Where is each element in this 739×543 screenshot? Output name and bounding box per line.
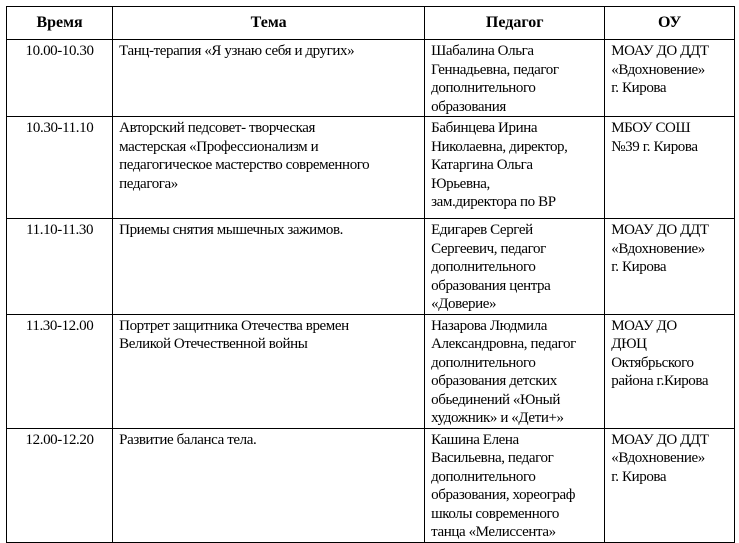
table-row	[7, 117, 735, 219]
cell-time: 10.00-10.30	[7, 40, 113, 117]
cell-teacher: Бабинцева Ирина Николаевна, директор, Катаргина Ольга Юрьевна, зам.директора по ВР	[425, 117, 605, 219]
header-topic: Тема	[113, 7, 425, 40]
cell-topic: Развитие баланса тела.	[113, 428, 425, 542]
cell-time: 10.30-11.10	[7, 117, 113, 219]
cell-topic: Портрет защитника Отечества времен Великой Отечественной войны	[113, 314, 425, 428]
cell-org: МОАУ ДО ДЮЦ Октябрьского района г.Кирова	[605, 314, 735, 428]
table-row	[7, 314, 735, 428]
cell-topic: Приемы снятия мышечных зажимов.	[113, 219, 425, 315]
table-row	[7, 219, 735, 315]
cell-org: МОАУ ДО ДДТ «Вдохновение» г. Кирова	[605, 40, 735, 117]
header-teacher: Педагог	[425, 7, 605, 40]
cell-teacher: Шабалина Ольга Геннадьевна, педагог дополнительного образования	[425, 40, 605, 117]
cell-time: 12.00-12.20	[7, 428, 113, 542]
table-row	[7, 40, 735, 117]
cell-teacher: Кашина Елена Васильевна, педагог дополнительного образования, хореограф школы современного танца «Мелиссента»	[425, 428, 605, 542]
header-time: Время	[7, 7, 113, 40]
header-row	[7, 7, 735, 40]
cell-org: МБОУ СОШ №39 г. Кирова	[605, 117, 735, 219]
header-org: ОУ	[605, 7, 735, 40]
cell-teacher: Назарова Людмила Александровна, педагог дополнительного образования детских обьединений «Юный художник» и «Дети+»	[425, 314, 605, 428]
cell-time: 11.10-11.30	[7, 219, 113, 315]
schedule-table	[6, 6, 735, 543]
cell-topic: Танц-терапия «Я узнаю себя и других»	[113, 40, 425, 117]
cell-teacher: Едигарев Сергей Сергеевич, педагог дополнительного образования центра «Доверие»	[425, 219, 605, 315]
cell-org: МОАУ ДО ДДТ «Вдохновение» г. Кирова	[605, 219, 735, 315]
cell-org: МОАУ ДО ДДТ «Вдохновение» г. Кирова	[605, 428, 735, 542]
table-row	[7, 428, 735, 542]
cell-time: 11.30-12.00	[7, 314, 113, 428]
cell-topic: Авторский педсовет- творческая мастерская «Профессионализм и педагогическое мастерство современного педагога»	[113, 117, 425, 219]
